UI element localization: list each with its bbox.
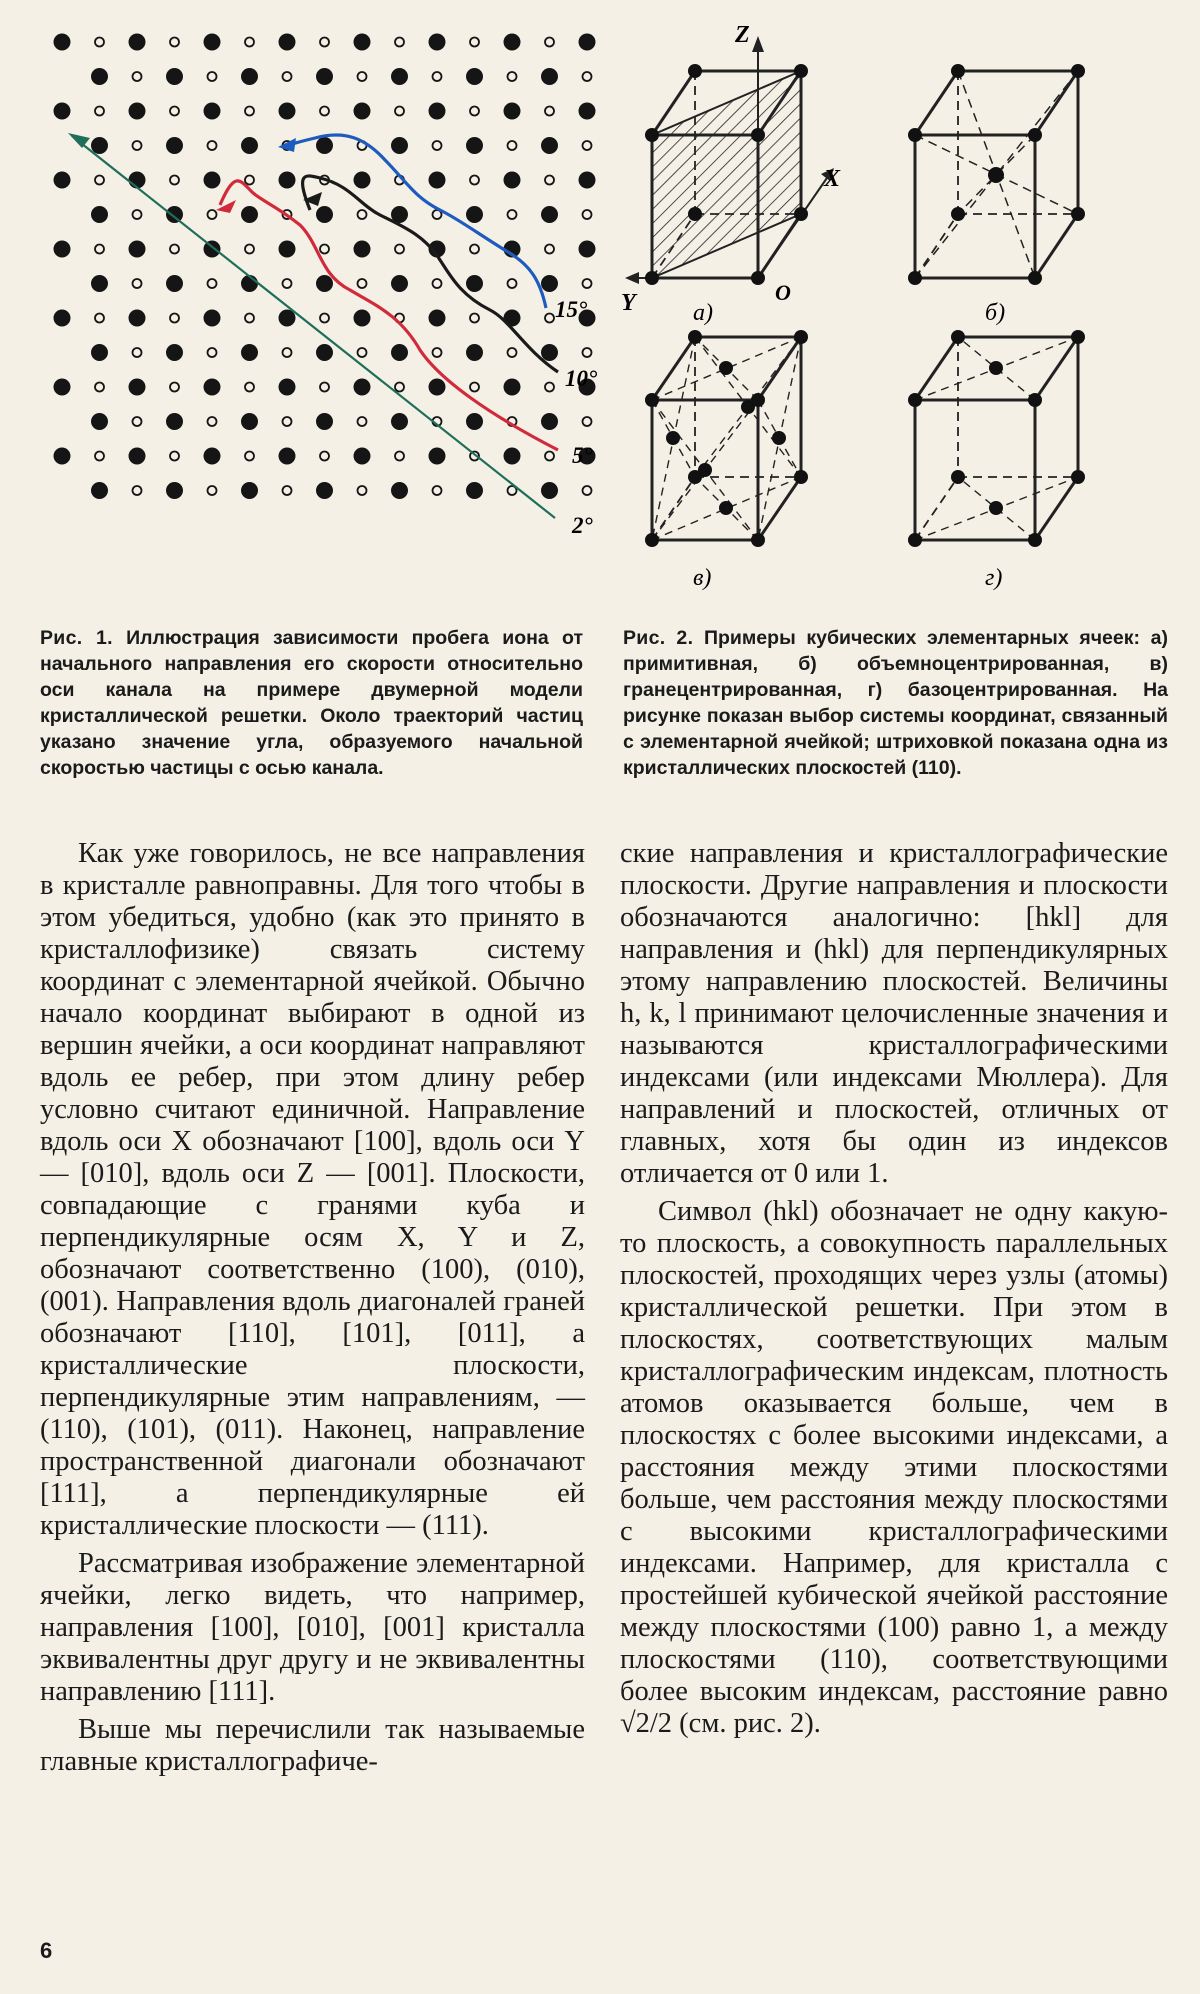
lattice-atom-open bbox=[395, 107, 404, 116]
lattice-atom-open bbox=[208, 210, 217, 219]
lattice-atom-open bbox=[283, 279, 292, 288]
lattice-atom-open bbox=[170, 452, 179, 461]
lattice-atom-open bbox=[283, 486, 292, 495]
lattice-atom-filled bbox=[166, 68, 183, 85]
lattice-atom-open bbox=[170, 107, 179, 116]
trajectory-2deg bbox=[72, 136, 555, 518]
lattice-atom-filled bbox=[429, 448, 446, 465]
lattice-atom-filled bbox=[579, 34, 596, 51]
lattice-atom-filled bbox=[166, 482, 183, 499]
lattice-atom-open bbox=[245, 452, 254, 461]
top-base-center-atom bbox=[989, 361, 1003, 375]
z-axis-arrowhead bbox=[752, 36, 764, 52]
lattice-atom-filled bbox=[129, 103, 146, 120]
lattice-atom-open bbox=[508, 279, 517, 288]
lattice-atom-filled bbox=[129, 379, 146, 396]
lattice-atom-open bbox=[583, 210, 592, 219]
paragraph: Выше мы перечислили так называемые главные кристаллографиче- bbox=[40, 1714, 585, 1777]
lattice-atom-open bbox=[583, 348, 592, 357]
lattice-atom-open bbox=[133, 141, 142, 150]
lattice-atom-filled bbox=[504, 103, 521, 120]
lattice-atom-filled bbox=[541, 137, 558, 154]
lattice-atom-open bbox=[433, 279, 442, 288]
lattice-atom-open bbox=[395, 245, 404, 254]
axis-label-origin: O bbox=[775, 280, 791, 305]
figure-2-unit-cells bbox=[615, 20, 1200, 615]
lattice-atom-filled bbox=[541, 344, 558, 361]
paragraph: Как уже говорилось, не все направления в кристалле равноправны. Для того чтобы в этом убедиться, удобно (как это принято в кристаллофизике) связать систему координат с элементарной ячейкой. Обычно начало координат выбирают в одной из вершин ячейки, а оси координат направляют вдоль ее ребер, при этом длину ребер условно считают единичной. Направление вдоль оси X обозначают [100], вдоль оси Y — [010], вдоль оси Z — [001]. Плоскости, совпадающие с гранями куба и перпендикулярные осям X, Y и Z, обозначают соответственно (100), (010), (001). Направления вдоль диагоналей граней обозначают [110], [101], [011], а кристаллические плоскости, перпендикулярные этим направлениям, — (110), (101), (011). Наконец, направление пространственной диагонали обозначают [111], а перпендикулярные ей кристаллические плоскости — (111). bbox=[40, 838, 585, 1541]
lattice-atom-open bbox=[545, 38, 554, 47]
lattice-atom-open bbox=[358, 279, 367, 288]
lattice-atom-open bbox=[133, 210, 142, 219]
lattice-atom-open bbox=[545, 245, 554, 254]
lattice-atom-filled bbox=[129, 448, 146, 465]
lattice-atom-open bbox=[508, 72, 517, 81]
lattice-atom-filled bbox=[391, 482, 408, 499]
lattice-atom-open bbox=[545, 314, 554, 323]
lattice-atom-open bbox=[433, 348, 442, 357]
lattice-atom-filled bbox=[316, 68, 333, 85]
lattice-atom-filled bbox=[54, 379, 71, 396]
lattice-atom-filled bbox=[354, 103, 371, 120]
lattice-atom-open bbox=[245, 314, 254, 323]
cell-label-a: а) bbox=[693, 300, 713, 326]
lattice-atom-open bbox=[320, 107, 329, 116]
lattice-atom-filled bbox=[466, 68, 483, 85]
lattice-atom-filled bbox=[241, 413, 258, 430]
lattice-atom-filled bbox=[54, 34, 71, 51]
lattice-atom-filled bbox=[204, 379, 221, 396]
figure-2-caption bbox=[623, 625, 1168, 781]
lattice-atom-open bbox=[170, 245, 179, 254]
lattice-atom-filled bbox=[166, 413, 183, 430]
lattice-atom-filled bbox=[129, 241, 146, 258]
trajectory-5deg-arrowhead bbox=[216, 200, 236, 213]
lattice-atom-filled bbox=[54, 103, 71, 120]
cell-label-c: в) bbox=[693, 565, 712, 591]
lattice-atom-open bbox=[245, 383, 254, 392]
lattice-atom-filled bbox=[466, 137, 483, 154]
lattice-atom-filled bbox=[579, 172, 596, 189]
lattice-atom-open bbox=[395, 452, 404, 461]
angle-label-2: 2° bbox=[572, 513, 593, 538]
lattice-atom-filled bbox=[354, 241, 371, 258]
axis-label-y: Y bbox=[621, 290, 636, 316]
lattice-atom-open bbox=[545, 452, 554, 461]
lattice-atom-open bbox=[320, 314, 329, 323]
lattice-atom-open bbox=[133, 486, 142, 495]
lattice-atom-open bbox=[133, 279, 142, 288]
lattice-atom-open bbox=[508, 210, 517, 219]
lattice-atom-filled bbox=[391, 137, 408, 154]
lattice-atom-filled bbox=[241, 482, 258, 499]
figure-2-caption-label: Рис. 2. bbox=[623, 627, 694, 649]
lattice-atom-filled bbox=[316, 482, 333, 499]
lattice-atom-open bbox=[358, 72, 367, 81]
lattice-atom-filled bbox=[504, 34, 521, 51]
lattice-atom-filled bbox=[541, 482, 558, 499]
lattice-atom-open bbox=[245, 38, 254, 47]
lattice-atom-open bbox=[95, 452, 104, 461]
lattice-atom-open bbox=[583, 279, 592, 288]
right-text-column bbox=[620, 838, 1168, 1746]
lattice-atom-open bbox=[320, 383, 329, 392]
lattice-atom-open bbox=[583, 486, 592, 495]
lattice-atom-open bbox=[545, 107, 554, 116]
lattice-atom-open bbox=[95, 107, 104, 116]
figure-1-lattice bbox=[20, 20, 620, 615]
lattice-atom-open bbox=[395, 383, 404, 392]
lattice-atom-filled bbox=[541, 275, 558, 292]
angle-label-10: 10° bbox=[565, 366, 598, 391]
lattice-atom-filled bbox=[391, 68, 408, 85]
lattice-atom-open bbox=[208, 486, 217, 495]
paragraph: ские направления и кристаллографические плоскости. Другие направления и плоскости обозначаются аналогично: [hkl] для направления и (hkl) для перпендикулярных этому направлению плоскостей. Величины h, k, l принимают целочисленные значения и называются кристаллографическими индексами (или индексами Мюллера). Для направлений и плоскостей, отличных от главных, хотя бы один из индексов отличается от 0 или 1. bbox=[620, 838, 1168, 1189]
lattice-atom-filled bbox=[129, 172, 146, 189]
lattice-atom-filled bbox=[354, 310, 371, 327]
lattice-atom-filled bbox=[504, 448, 521, 465]
lattice-atom-filled bbox=[204, 172, 221, 189]
lattice-atom-filled bbox=[354, 448, 371, 465]
lattice-atom-open bbox=[358, 486, 367, 495]
angle-label-5: 5° bbox=[572, 443, 593, 468]
lattice-atom-open bbox=[95, 314, 104, 323]
lattice-atom-filled bbox=[429, 310, 446, 327]
lattice-atom-filled bbox=[241, 137, 258, 154]
lattice-atom-filled bbox=[466, 275, 483, 292]
lattice-atom-open bbox=[583, 417, 592, 426]
lattice-atom-filled bbox=[391, 275, 408, 292]
lattice-atom-filled bbox=[91, 482, 108, 499]
lattice-atom-filled bbox=[391, 413, 408, 430]
lattice-atom-filled bbox=[166, 137, 183, 154]
figure-2-caption-text: Примеры кубических элементарных ячеек: а) примитивная, б) объемноцентрированная, в) гранецентрированная, г) базоцентрированная. На рисунке показан выбор системы координат, связанный с элементарной ячейкой; штриховкой показана одна из кристаллических плоскостей (110). bbox=[623, 627, 1168, 779]
lattice-atom-open bbox=[170, 383, 179, 392]
lattice-atom-open bbox=[133, 348, 142, 357]
lattice-atom-open bbox=[208, 348, 217, 357]
body-center-atom bbox=[988, 167, 1004, 183]
lattice-atom-filled bbox=[316, 206, 333, 223]
lattice-atom-filled bbox=[279, 241, 296, 258]
lattice-atom-open bbox=[358, 417, 367, 426]
paragraph: Символ (hkl) обозначает не одну какую-то плоскость, а совокупность параллельных плоскостей, проходящих через узлы (атомы) кристаллической решетки. При этом в плоскостях, соответствующих малым кристаллографическим индексам, плотность атомов оказывается больше, чем в плоскостях с более высокими индексами, а расстояния между этими плоскостями больше, чем расстояния между плоскостями с высокими кристаллографическими индексами. Например, для кристалла с простейшей кубической ячейкой расстояние между плоскостями (100) равно 1, а между плоскостями (110), соответствующими более высоким индексам, расстояние равно √2/2 (см. рис. 2). bbox=[620, 1196, 1168, 1739]
lattice-atom-filled bbox=[316, 413, 333, 430]
lattice-atom-filled bbox=[279, 34, 296, 51]
lattice-atom-filled bbox=[91, 68, 108, 85]
lattice-atom-filled bbox=[241, 68, 258, 85]
lattice-atom-open bbox=[545, 176, 554, 185]
axis-label-z: Z bbox=[735, 22, 750, 48]
lattice-atom-open bbox=[245, 176, 254, 185]
lattice-atom-filled bbox=[279, 172, 296, 189]
lattice-atom-filled bbox=[204, 448, 221, 465]
lattice-atom-open bbox=[470, 38, 479, 47]
lattice-atom-filled bbox=[204, 310, 221, 327]
lattice-atom-open bbox=[245, 107, 254, 116]
cell-face-centered bbox=[645, 330, 808, 591]
lattice-atom-open bbox=[395, 38, 404, 47]
lattice-atom-filled bbox=[241, 344, 258, 361]
lattice-atom-filled bbox=[466, 413, 483, 430]
lattice-atom-open bbox=[433, 72, 442, 81]
lattice-atom-open bbox=[95, 176, 104, 185]
lattice-atom-filled bbox=[316, 137, 333, 154]
lattice-atom-open bbox=[583, 72, 592, 81]
lattice-atom-filled bbox=[354, 172, 371, 189]
lattice-atom-open bbox=[433, 486, 442, 495]
lattice-atom-filled bbox=[504, 172, 521, 189]
lattice-atom-open bbox=[508, 141, 517, 150]
lattice-atom-open bbox=[545, 383, 554, 392]
lattice-atom-filled bbox=[54, 172, 71, 189]
lattice-atom-open bbox=[320, 38, 329, 47]
lattice-atom-filled bbox=[316, 344, 333, 361]
figure-1-caption bbox=[40, 625, 583, 781]
lattice-atom-open bbox=[470, 383, 479, 392]
lattice-atom-filled bbox=[354, 379, 371, 396]
lattice-atom-filled bbox=[54, 241, 71, 258]
lattice-atom-filled bbox=[541, 68, 558, 85]
lattice-atom-open bbox=[245, 245, 254, 254]
cell-label-d: г) bbox=[985, 565, 1003, 591]
lattice-atom-open bbox=[95, 245, 104, 254]
lattice-atom-filled bbox=[204, 34, 221, 51]
lattice-atom-filled bbox=[429, 172, 446, 189]
lattice-atom-open bbox=[133, 72, 142, 81]
lattice-atom-open bbox=[283, 348, 292, 357]
lattice-atom-open bbox=[133, 417, 142, 426]
lattice-atom-filled bbox=[429, 379, 446, 396]
lattice-atom-open bbox=[470, 107, 479, 116]
angle-label-15: 15° bbox=[555, 297, 588, 322]
lattice-atom-open bbox=[433, 141, 442, 150]
lattice-atom-open bbox=[208, 72, 217, 81]
lattice-atom-open bbox=[508, 348, 517, 357]
lattice-atom-filled bbox=[204, 103, 221, 120]
lattice-atom-open bbox=[320, 452, 329, 461]
lattice-atom-open bbox=[95, 383, 104, 392]
lattice-atom-open bbox=[358, 210, 367, 219]
figure-1-caption-text: Иллюстрация зависимости пробега иона от начального направления его скорости относительно оси канала на примере двумерной модели кристаллической решетки. Около траекторий частиц указано значение угла, образуемого начальной скоростью частицы с осью канала. bbox=[40, 627, 583, 779]
cell-base-centered bbox=[908, 330, 1085, 591]
lattice-atom-filled bbox=[91, 413, 108, 430]
page-number: 6 bbox=[40, 1938, 53, 1963]
lattice-atom-open bbox=[170, 38, 179, 47]
lattice-atom-filled bbox=[579, 103, 596, 120]
paragraph: Рассматривая изображение элементарной ячейки, легко видеть, что например, направления [100], [010], [001] кристалла эквивалентны друг другу и не эквивалентны направлению [111]. bbox=[40, 1548, 585, 1707]
lattice-atom-open bbox=[358, 348, 367, 357]
lattice-atom-filled bbox=[279, 379, 296, 396]
lattice-atom-open bbox=[320, 245, 329, 254]
lattice-atom-filled bbox=[129, 34, 146, 51]
lattice-atom-filled bbox=[466, 482, 483, 499]
lattice-atom-filled bbox=[429, 34, 446, 51]
lattice-atom-filled bbox=[279, 103, 296, 120]
bottom-base-center-atom bbox=[989, 501, 1003, 515]
lattice-atom-filled bbox=[91, 137, 108, 154]
lattice-atom-filled bbox=[54, 310, 71, 327]
lattice-atom-open bbox=[283, 72, 292, 81]
lattice-atom-filled bbox=[316, 275, 333, 292]
lattice-atom-open bbox=[208, 417, 217, 426]
lattice-atom-open bbox=[470, 176, 479, 185]
lattice-atom-filled bbox=[166, 344, 183, 361]
lattice-atom-filled bbox=[91, 344, 108, 361]
lattice-atom-open bbox=[283, 417, 292, 426]
lattice-atom-filled bbox=[466, 206, 483, 223]
lattice-atom-filled bbox=[504, 379, 521, 396]
lattice-atom-filled bbox=[541, 206, 558, 223]
lattice-atom-open bbox=[170, 176, 179, 185]
lattice-atom-filled bbox=[429, 103, 446, 120]
lattice-atom-filled bbox=[241, 206, 258, 223]
lattice-atom-open bbox=[208, 141, 217, 150]
axis-label-x: X bbox=[824, 166, 841, 192]
lattice-atom-filled bbox=[91, 206, 108, 223]
lattice-atom-filled bbox=[354, 34, 371, 51]
cell-primitive bbox=[621, 22, 841, 326]
lattice-atom-open bbox=[208, 279, 217, 288]
lattice-atom-open bbox=[470, 245, 479, 254]
lattice-atom-open bbox=[470, 314, 479, 323]
lattice-atom-filled bbox=[579, 241, 596, 258]
lattice-atom-filled bbox=[541, 413, 558, 430]
lattice-atom-open bbox=[170, 314, 179, 323]
left-text-column bbox=[40, 838, 585, 1784]
lattice-atom-open bbox=[583, 141, 592, 150]
lattice-atom-filled bbox=[391, 344, 408, 361]
trajectory-2deg-arrowhead bbox=[68, 133, 90, 148]
lattice-atom-filled bbox=[166, 275, 183, 292]
cell-label-b: б) bbox=[985, 300, 1006, 326]
lattice-atom-filled bbox=[91, 275, 108, 292]
lattice-atom-filled bbox=[466, 344, 483, 361]
lattice-atom-filled bbox=[54, 448, 71, 465]
figure-1-caption-label: Рис. 1. bbox=[40, 627, 113, 649]
cell-body-centered bbox=[908, 64, 1085, 326]
y-axis-arrowhead bbox=[625, 272, 639, 284]
lattice-atom-open bbox=[95, 38, 104, 47]
lattice-atom-filled bbox=[129, 310, 146, 327]
lattice-atom-filled bbox=[279, 448, 296, 465]
